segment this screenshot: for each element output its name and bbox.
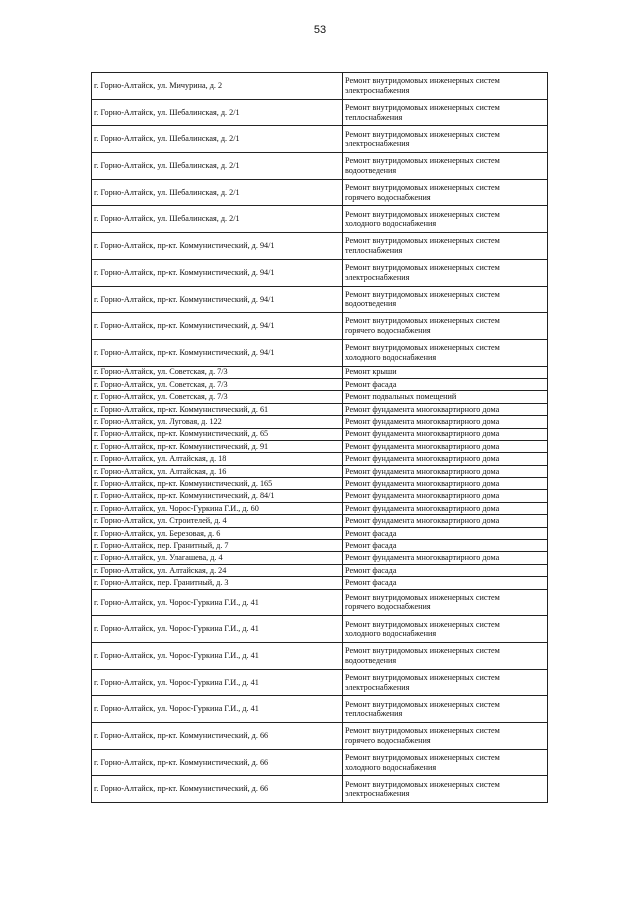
repair-works-table bbox=[91, 72, 548, 803]
work-type-line: электроснабжения bbox=[345, 85, 410, 95]
work-type-line: горячего водоснабжения bbox=[345, 735, 431, 745]
table-row bbox=[92, 313, 548, 340]
table-row bbox=[92, 126, 548, 153]
table-row bbox=[92, 286, 548, 313]
work-type-line: Ремонт фундамента многоквартирного дома bbox=[345, 466, 500, 476]
work-type-line: Ремонт внутридомовых инженерных систем bbox=[345, 699, 500, 709]
table-row bbox=[92, 589, 548, 616]
work-type-line: Ремонт внутридомовых инженерных систем bbox=[345, 779, 500, 789]
table-row bbox=[92, 723, 548, 750]
work-type-cell bbox=[343, 478, 548, 490]
table-row bbox=[92, 577, 548, 589]
work-type-line: Ремонт фундамента многоквартирного дома bbox=[345, 503, 500, 513]
table-row bbox=[92, 366, 548, 378]
work-type-cell bbox=[343, 527, 548, 539]
table-row bbox=[92, 669, 548, 696]
work-type-line: теплоснабжения bbox=[345, 112, 403, 122]
address-cell: г. Горно-Алтайск, ул. Алтайская, д. 16 bbox=[92, 465, 343, 477]
table-row bbox=[92, 453, 548, 465]
work-type-cell bbox=[343, 642, 548, 669]
work-type-line: Ремонт внутридомовых инженерных систем bbox=[345, 592, 500, 602]
work-type-line: холодного водоснабжения bbox=[345, 629, 437, 639]
address-cell: г. Горно-Алтайск, ул. Советская, д. 7/3 bbox=[92, 378, 343, 390]
address-cell: г. Горно-Алтайск, пр-кт. Коммунистический, д. 91 bbox=[92, 440, 343, 452]
address-cell: г. Горно-Алтайск, ул. Чорос-Гуркина Г.И., д. 41 bbox=[92, 696, 343, 723]
table-row bbox=[92, 552, 548, 564]
work-type-line: Ремонт внутридомовых инженерных систем bbox=[345, 316, 500, 326]
work-type-line: водоотведения bbox=[345, 655, 397, 665]
work-type-line: холодного водоснабжения bbox=[345, 352, 437, 362]
table-row bbox=[92, 749, 548, 776]
work-type-line: Ремонт внутридомовых инженерных систем bbox=[345, 672, 500, 682]
table-row bbox=[92, 403, 548, 415]
work-type-cell bbox=[343, 366, 548, 378]
page-number: 53 bbox=[313, 24, 327, 36]
work-type-line: холодного водоснабжения bbox=[345, 219, 437, 229]
work-type-cell bbox=[343, 339, 548, 366]
work-type-line: теплоснабжения bbox=[345, 245, 403, 255]
address-cell: г. Горно-Алтайск, ул. Шебалинская, д. 2/1 bbox=[92, 179, 343, 206]
address-cell: г. Горно-Алтайск, ул. Шебалинская, д. 2/1 bbox=[92, 99, 343, 126]
address-cell: г. Горно-Алтайск, пр-кт. Коммунистический, д. 61 bbox=[92, 403, 343, 415]
address-cell: г. Горно-Алтайск, ул. Чорос-Гуркина Г.И., д. 41 bbox=[92, 642, 343, 669]
work-type-line: водоотведения bbox=[345, 299, 397, 309]
table-row bbox=[92, 465, 548, 477]
work-type-cell bbox=[343, 552, 548, 564]
table-row bbox=[92, 99, 548, 126]
work-type-line: Ремонт внутридомовых инженерных систем bbox=[345, 726, 500, 736]
work-type-line: Ремонт внутридомовых инженерных систем bbox=[345, 102, 500, 112]
table-row bbox=[92, 540, 548, 552]
table-row bbox=[92, 564, 548, 576]
address-cell: г. Горно-Алтайск, пер. Гранитный, д. 3 bbox=[92, 577, 343, 589]
work-type-cell bbox=[343, 465, 548, 477]
work-type-line: теплоснабжения bbox=[345, 709, 403, 719]
address-cell: г. Горно-Алтайск, ул. Шебалинская, д. 2/1 bbox=[92, 126, 343, 153]
work-type-cell bbox=[343, 564, 548, 576]
address-cell: г. Горно-Алтайск, пр-кт. Коммунистический, д. 65 bbox=[92, 428, 343, 440]
work-type-cell bbox=[343, 749, 548, 776]
work-type-cell bbox=[343, 589, 548, 616]
address-cell: г. Горно-Алтайск, ул. Чорос-Гуркина Г.И., д. 41 bbox=[92, 589, 343, 616]
address-cell: г. Горно-Алтайск, пр-кт. Коммунистический, д. 94/1 bbox=[92, 339, 343, 366]
work-type-line: Ремонт фундамента многоквартирного дома bbox=[345, 478, 500, 488]
work-type-cell bbox=[343, 776, 548, 803]
table-row bbox=[92, 502, 548, 514]
work-type-cell bbox=[343, 73, 548, 100]
work-type-cell bbox=[343, 490, 548, 502]
work-type-line: горячего водоснабжения bbox=[345, 326, 431, 336]
work-type-cell bbox=[343, 286, 548, 313]
work-type-cell bbox=[343, 259, 548, 286]
work-type-line: горячего водоснабжения bbox=[345, 192, 431, 202]
work-type-line: Ремонт внутридомовых инженерных систем bbox=[345, 236, 500, 246]
work-type-line: Ремонт внутридомовых инженерных систем bbox=[345, 343, 500, 353]
work-type-cell bbox=[343, 669, 548, 696]
work-type-line: Ремонт подвальных помещений bbox=[345, 392, 457, 402]
address-cell: г. Горно-Алтайск, ул. Шебалинская, д. 2/1 bbox=[92, 206, 343, 233]
work-type-cell bbox=[343, 453, 548, 465]
work-type-line: Ремонт крыши bbox=[345, 367, 397, 377]
address-cell: г. Горно-Алтайск, ул. Березовая, д. 6 bbox=[92, 527, 343, 539]
address-cell: г. Горно-Алтайск, ул. Советская, д. 7/3 bbox=[92, 391, 343, 403]
work-type-cell bbox=[343, 99, 548, 126]
work-type-line: Ремонт фундамента многоквартирного дома bbox=[345, 441, 500, 451]
work-type-line: водоотведения bbox=[345, 165, 397, 175]
work-type-cell bbox=[343, 577, 548, 589]
work-type-line: Ремонт внутридомовых инженерных систем bbox=[345, 289, 500, 299]
work-type-cell bbox=[343, 179, 548, 206]
work-type-line: холодного водоснабжения bbox=[345, 762, 437, 772]
table-row bbox=[92, 416, 548, 428]
work-type-cell bbox=[343, 391, 548, 403]
work-type-line: электроснабжения bbox=[345, 789, 410, 799]
work-type-cell bbox=[343, 428, 548, 440]
address-cell: г. Горно-Алтайск, ул. Строителей, д. 4 bbox=[92, 515, 343, 527]
work-type-line: Ремонт фундамента многоквартирного дома bbox=[345, 429, 500, 439]
work-type-cell bbox=[343, 233, 548, 260]
table-row bbox=[92, 527, 548, 539]
work-type-cell bbox=[343, 378, 548, 390]
table-row bbox=[92, 616, 548, 643]
table-row bbox=[92, 206, 548, 233]
table-row bbox=[92, 776, 548, 803]
work-type-cell bbox=[343, 313, 548, 340]
address-cell: г. Горно-Алтайск, пр-кт. Коммунистический, д. 94/1 bbox=[92, 233, 343, 260]
table-row bbox=[92, 440, 548, 452]
work-type-cell bbox=[343, 440, 548, 452]
work-type-cell bbox=[343, 540, 548, 552]
address-cell: г. Горно-Алтайск, ул. Чорос-Гуркина Г.И., д. 41 bbox=[92, 616, 343, 643]
address-cell: г. Горно-Алтайск, пр-кт. Коммунистический, д. 66 bbox=[92, 723, 343, 750]
address-cell: г. Горно-Алтайск, пр-кт. Коммунистический, д. 66 bbox=[92, 776, 343, 803]
address-cell: г. Горно-Алтайск, пер. Гранитный, д. 7 bbox=[92, 540, 343, 552]
address-cell: г. Горно-Алтайск, ул. Луговая, д. 122 bbox=[92, 416, 343, 428]
work-type-line: Ремонт внутридомовых инженерных систем bbox=[345, 209, 500, 219]
work-type-cell bbox=[343, 153, 548, 180]
work-type-line: Ремонт фундамента многоквартирного дома bbox=[345, 454, 500, 464]
work-type-line: Ремонт фундамента многоквартирного дома bbox=[345, 404, 500, 414]
address-cell: г. Горно-Алтайск, ул. Чорос-Гуркина Г.И., д. 60 bbox=[92, 502, 343, 514]
work-type-line: электроснабжения bbox=[345, 682, 410, 692]
work-type-line: электроснабжения bbox=[345, 139, 410, 149]
work-type-cell bbox=[343, 416, 548, 428]
work-type-line: Ремонт фасада bbox=[345, 578, 397, 588]
table-row bbox=[92, 73, 548, 100]
table-row bbox=[92, 478, 548, 490]
work-type-cell bbox=[343, 515, 548, 527]
work-type-cell bbox=[343, 502, 548, 514]
work-type-cell bbox=[343, 403, 548, 415]
work-type-line: Ремонт фасада bbox=[345, 565, 397, 575]
table-row bbox=[92, 428, 548, 440]
work-type-line: Ремонт внутридомовых инженерных систем bbox=[345, 156, 500, 166]
address-cell: г. Горно-Алтайск, пр-кт. Коммунистический, д. 84/1 bbox=[92, 490, 343, 502]
address-cell: г. Горно-Алтайск, ул. Алтайская, д. 18 bbox=[92, 453, 343, 465]
work-type-line: Ремонт фундамента многоквартирного дома bbox=[345, 491, 500, 501]
work-type-line: Ремонт внутридомовых инженерных систем bbox=[345, 76, 500, 86]
address-cell: г. Горно-Алтайск, пр-кт. Коммунистический, д. 94/1 bbox=[92, 259, 343, 286]
work-type-line: горячего водоснабжения bbox=[345, 602, 431, 612]
work-type-cell bbox=[343, 696, 548, 723]
work-type-line: Ремонт фасада bbox=[345, 528, 397, 538]
work-type-line: Ремонт внутридомовых инженерных систем bbox=[345, 619, 500, 629]
work-type-line: Ремонт внутридомовых инженерных систем bbox=[345, 646, 500, 656]
work-type-line: Ремонт фундамента многоквартирного дома bbox=[345, 417, 500, 427]
work-type-line: Ремонт фасада bbox=[345, 379, 397, 389]
table-row bbox=[92, 391, 548, 403]
table-row bbox=[92, 515, 548, 527]
table-row bbox=[92, 179, 548, 206]
address-cell: г. Горно-Алтайск, ул. Улагашева, д. 4 bbox=[92, 552, 343, 564]
work-type-cell bbox=[343, 616, 548, 643]
work-type-line: Ремонт внутридомовых инженерных систем bbox=[345, 129, 500, 139]
work-type-line: Ремонт фундамента многоквартирного дома bbox=[345, 553, 500, 563]
table-row bbox=[92, 696, 548, 723]
address-cell: г. Горно-Алтайск, пр-кт. Коммунистический, д. 165 bbox=[92, 478, 343, 490]
work-type-line: Ремонт внутридомовых инженерных систем bbox=[345, 752, 500, 762]
table-row bbox=[92, 490, 548, 502]
work-type-line: Ремонт внутридомовых инженерных систем bbox=[345, 183, 500, 192]
table-row bbox=[92, 259, 548, 286]
address-cell: г. Горно-Алтайск, ул. Чорос-Гуркина Г.И., д. 41 bbox=[92, 669, 343, 696]
work-type-line: Ремонт внутридомовых инженерных систем bbox=[345, 263, 500, 273]
address-cell: г. Горно-Алтайск, пр-кт. Коммунистический, д. 94/1 bbox=[92, 286, 343, 313]
address-cell: г. Горно-Алтайск, ул. Советская, д. 7/3 bbox=[92, 366, 343, 378]
work-type-line: электроснабжения bbox=[345, 272, 410, 282]
address-cell: г. Горно-Алтайск, ул. Мичурина, д. 2 bbox=[92, 73, 343, 100]
table-row bbox=[92, 339, 548, 366]
work-type-cell bbox=[343, 206, 548, 233]
work-type-line: Ремонт фундамента многоквартирного дома bbox=[345, 516, 500, 526]
address-cell: г. Горно-Алтайск, ул. Шебалинская, д. 2/1 bbox=[92, 153, 343, 180]
work-type-line: Ремонт фасада bbox=[345, 540, 397, 550]
address-cell: г. Горно-Алтайск, пр-кт. Коммунистический, д. 94/1 bbox=[92, 313, 343, 340]
work-type-cell bbox=[343, 126, 548, 153]
address-cell: г. Горно-Алтайск, пр-кт. Коммунистический, д. 66 bbox=[92, 749, 343, 776]
table-row bbox=[92, 642, 548, 669]
table-row bbox=[92, 153, 548, 180]
table-body bbox=[92, 73, 548, 803]
table-row bbox=[92, 378, 548, 390]
work-type-cell bbox=[343, 723, 548, 750]
address-cell: г. Горно-Алтайск, ул. Алтайская, д. 24 bbox=[92, 564, 343, 576]
table-row bbox=[92, 233, 548, 260]
